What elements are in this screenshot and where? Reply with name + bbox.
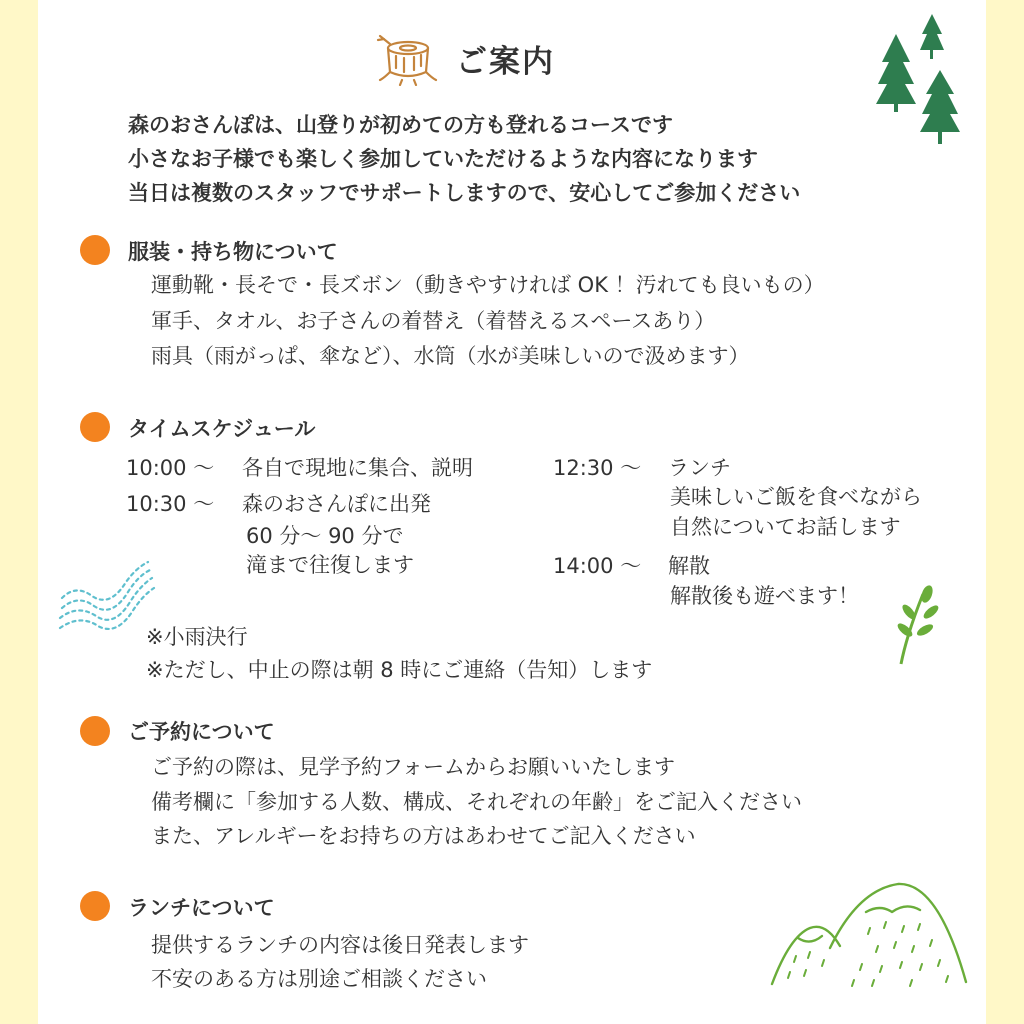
schedule-time: 14:00 〜 [553,554,642,578]
schedule-time: 12:30 〜 [553,456,642,480]
reservation-line: ご予約の際は、見学予約フォームからお願いいたします [151,755,675,779]
intro-line-1: 森のおさんぽは、山登りが初めての方も登れるコースです [128,113,673,137]
schedule-title: ランチ [668,456,731,480]
reservation-heading: ご予約について [128,720,275,744]
lunch-line: 提供するランチの内容は後日発表します [151,933,529,957]
schedule-title: 各自で現地に集合、説明 [242,456,473,480]
schedule-time: 10:00 〜 [126,456,215,480]
schedule-time: 10:30 〜 [126,492,215,516]
schedule-detail: 美味しいご飯を食べながら [670,485,922,509]
mountains-icon [770,876,970,994]
water-wave-icon [56,556,156,636]
clothing-line: 運動靴・長そで・長ズボン（動きやすければ OK ！汚れても良いもの） [151,273,825,297]
pine-trees-icon [874,12,964,147]
intro-line-3: 当日は複数のスタッフでサポートしますので、安心してご参加ください [128,181,801,205]
bullet-dot [80,235,110,265]
clothing-line: 軍手、タオル、お子さんの着替え（着替えるスペースあり） [151,309,716,333]
schedule-note: ※ただし、中止の際は朝 8 時にご連絡（告知）します [146,658,653,682]
reservation-line: また、アレルギーをお持ちの方はあわせてご記入ください [151,824,696,848]
schedule-heading: タイムスケジュール [128,417,316,441]
bullet-dot [80,412,110,442]
schedule-detail: 解散後も遊べます！ [670,584,859,608]
page-title: ご案内 [456,44,555,80]
leaf-sprig-icon [893,584,943,666]
bullet-dot [80,891,110,921]
bullet-dot [80,716,110,746]
lunch-heading: ランチについて [128,896,275,920]
schedule-detail: 滝まで往復します [246,553,414,577]
intro-line-2: 小さなお子様でも楽しく参加していただけるような内容になります [128,147,758,171]
schedule-title: 森のおさんぽに出発 [242,492,431,516]
schedule-title: 解散 [668,554,710,578]
clothing-heading: 服装・持ち物について [128,240,338,264]
clothing-line: 雨具（雨がっぱ、傘など）、水筒（水が美味しいので汲めます） [151,344,750,368]
schedule-detail: 自然についてお話します [670,515,901,539]
tree-stump-icon [374,30,440,86]
lunch-line: 不安のある方は別途ご相談ください [151,967,487,991]
info-page [38,0,986,1024]
schedule-note: ※小雨決行 [146,625,248,649]
reservation-line: 備考欄に「参加する人数、構成、それぞれの年齢」をご記入ください [151,790,802,814]
schedule-detail: 60 分〜 90 分で [246,524,404,548]
